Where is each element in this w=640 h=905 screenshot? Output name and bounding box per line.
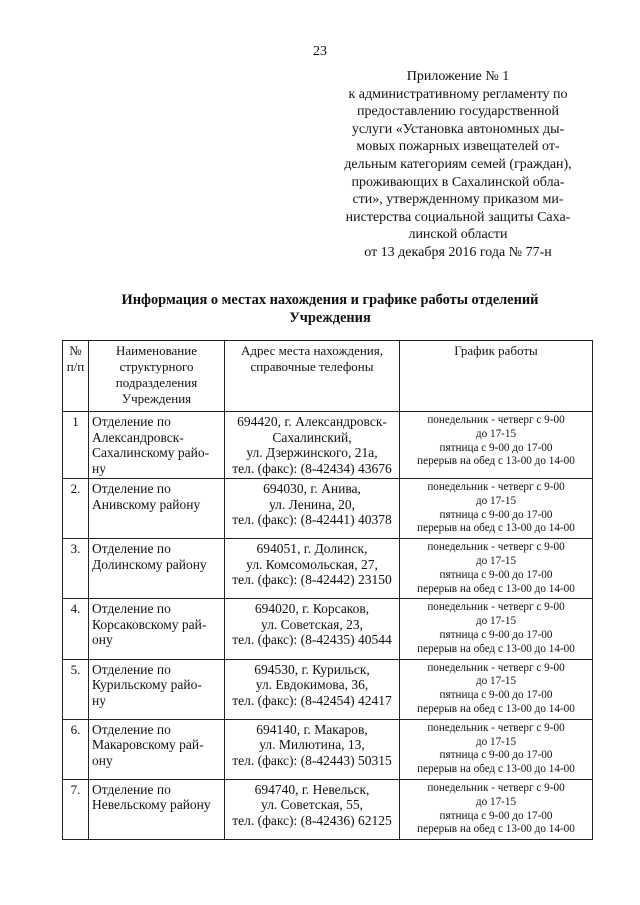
department-schedule: понедельник - четверг с 9-00 до 17-15 пятница с 9-00 до 17-00 перерыв на обед с 13-00 до 14-00 [400, 599, 593, 659]
department-name: Отделение по Курильскому райо- ну [89, 659, 225, 719]
annex-line: мовых пожарных извещателей от- [356, 139, 560, 155]
department-address: 694030, г. Анива, ул. Ленина, 20, тел. (факс): (8-42441) 40378 [225, 479, 400, 539]
annex-line: дельным категориям семей (граждан), [344, 156, 572, 172]
annex-line: нистерства социальной защиты Саха- [345, 209, 571, 225]
table-header-row [63, 341, 593, 412]
annex-line: линской области [408, 227, 508, 243]
header-schedule: График работы [400, 341, 593, 412]
department-address: 694740, г. Невельск, ул. Советская, 55, тел. (факс): (8-42436) 62125 [225, 779, 400, 839]
row-number: 2. [63, 479, 89, 539]
table-row [63, 659, 593, 719]
annex-line: к административному регламенту по [348, 86, 568, 102]
department-schedule: понедельник - четверг с 9-00 до 17-15 пятница с 9-00 до 17-00 перерыв на обед с 13-00 до 14-00 [400, 479, 593, 539]
department-name: Отделение по Александровск- Сахалинскому райо- ну [89, 412, 225, 479]
title-line: Учреждения [289, 310, 371, 326]
annex-block [318, 68, 598, 262]
department-schedule: понедельник - четверг с 9-00 до 17-15 пятница с 9-00 до 17-00 перерыв на обед с 13-00 до 14-00 [400, 412, 593, 479]
department-name: Отделение по Макаровскому рай- ону [89, 719, 225, 779]
table-row [63, 719, 593, 779]
department-name: Отделение по Анивскому району [89, 479, 225, 539]
title-line: Информация о местах нахождения и графике работы отделений [121, 292, 539, 308]
department-name: Отделение по Невельскому району [89, 779, 225, 839]
header-num: № п/п [63, 341, 89, 412]
department-address: 694420, г. Александровск- Сахалинский, ул. Дзержинского, 21а, тел. (факс): (8-42434) 43676 [225, 412, 400, 479]
annex-line: проживающих в Сахалинской обла- [351, 174, 565, 190]
annex-line: сти», утвержденному приказом ми- [352, 192, 564, 208]
row-number: 1 [63, 412, 89, 479]
department-address: 694051, г. Долинск, ул. Комсомольская, 27, тел. (факс): (8-42442) 23150 [225, 539, 400, 599]
table-row [63, 779, 593, 839]
row-number: 7. [63, 779, 89, 839]
annex-line: от 13 декабря 2016 года № 77-н [364, 244, 552, 260]
departments-table [62, 340, 593, 840]
page-number: 23 [313, 44, 327, 59]
header-name: Наименование структурного подразделения Учреждения [89, 341, 225, 412]
table-row [63, 539, 593, 599]
department-schedule: понедельник - четверг с 9-00 до 17-15 пятница с 9-00 до 17-00 перерыв на обед с 13-00 до 14-00 [400, 539, 593, 599]
table-row [63, 599, 593, 659]
row-number: 6. [63, 719, 89, 779]
row-number: 4. [63, 599, 89, 659]
document-title [100, 291, 560, 327]
annex-line: Приложение № 1 [406, 69, 510, 84]
row-number: 5. [63, 659, 89, 719]
department-address: 694140, г. Макаров, ул. Милютина, 13, тел. (факс): (8-42443) 50315 [225, 719, 400, 779]
department-schedule: понедельник - четверг с 9-00 до 17-15 пятница с 9-00 до 17-00 перерыв на обед с 13-00 до 14-00 [400, 779, 593, 839]
row-number: 3. [63, 539, 89, 599]
department-schedule: понедельник - четверг с 9-00 до 17-15 пятница с 9-00 до 17-00 перерыв на обед с 13-00 до 14-00 [400, 719, 593, 779]
annex-line: услуги «Установка автономных ды- [351, 121, 565, 137]
table-row [63, 479, 593, 539]
department-name: Отделение по Долинскому району [89, 539, 225, 599]
header-address: Адрес места нахождения, справочные телефоны [225, 341, 400, 412]
annex-line: предоставлению государственной [356, 104, 560, 120]
department-name: Отделение по Корсаковскому рай- ону [89, 599, 225, 659]
department-address: 694530, г. Курильск, ул. Евдокимова, 36, тел. (факс): (8-42454) 42417 [225, 659, 400, 719]
department-address: 694020, г. Корсаков, ул. Советская, 23, тел. (факс): (8-42435) 40544 [225, 599, 400, 659]
table-row [63, 412, 593, 479]
department-schedule: понедельник - четверг с 9-00 до 17-15 пятница с 9-00 до 17-00 перерыв на обед с 13-00 до 14-00 [400, 659, 593, 719]
